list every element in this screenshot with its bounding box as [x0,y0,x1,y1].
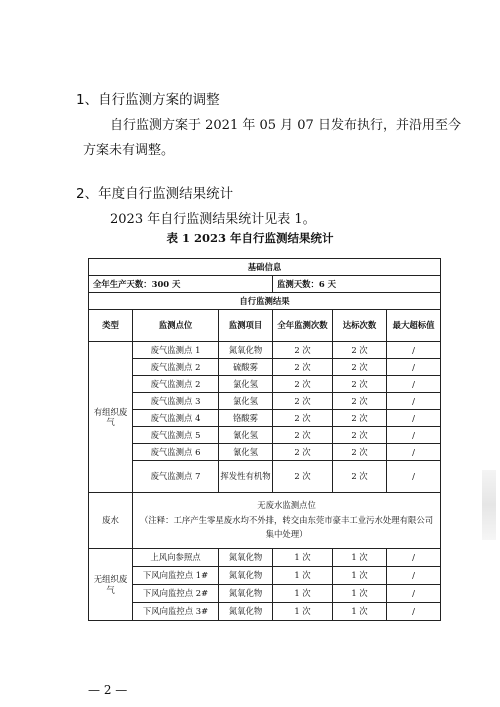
cell-point: 废气监测点 3 [133,393,219,410]
cell-times: 1 次 [273,567,333,585]
cell-pass: 2 次 [333,342,387,359]
type-unorganized: 无组织废气 [89,549,133,621]
cell-times: 1 次 [273,603,333,621]
cell-pass: 1 次 [333,567,387,585]
cell-times: 2 次 [273,342,333,359]
header-times: 全年监测次数 [273,310,333,342]
section-2-heading: 2、年度自行监测结果统计 [76,186,234,202]
section-1-paragraph-line-2: 方案未有调整。 [83,143,175,158]
cell-point: 废气监测点 6 [133,444,219,461]
cell-point: 废气监测点 7 [133,461,219,493]
cell-max: / [387,461,441,493]
page-number: — 2 — [88,683,128,697]
cell-pass: 1 次 [333,549,387,567]
header-pass: 达标次数 [333,310,387,342]
cell-point: 下风向监控点 2# [133,585,219,603]
cell-max: / [387,567,441,585]
cell-times: 2 次 [273,461,333,493]
cell-max: / [387,427,441,444]
cell-point: 废气监测点 2 [133,359,219,376]
cell-item: 氮氧化物 [219,585,273,603]
cell-max: / [387,410,441,427]
cell-pass: 2 次 [333,444,387,461]
cell-times: 2 次 [273,376,333,393]
wastewater-note-title: 无废水监测点位 [257,499,316,510]
wastewater-row [89,493,441,549]
cell-item: 氮氧化物 [219,603,273,621]
cell-times: 2 次 [273,427,333,444]
table-row [89,585,441,603]
cell-max: / [387,603,441,621]
table-row [89,427,441,444]
header-point: 监测点位 [133,310,219,342]
cell-item: 氰化氢 [219,444,273,461]
cell-item: 铬酸雾 [219,410,273,427]
cell-item: 挥发性有机物 [219,461,273,493]
table-row [89,603,441,621]
cell-times: 2 次 [273,410,333,427]
cell-pass: 2 次 [333,359,387,376]
cell-point: 废气监测点 2 [133,376,219,393]
type-wastewater: 废水 [89,493,133,549]
production-days: 全年生产天数：300 天 [89,276,273,293]
cell-item: 硫酸雾 [219,359,273,376]
cell-point: 上风向参照点 [133,549,219,567]
cell-max: / [387,359,441,376]
cell-point: 下风向监控点 1# [133,567,219,585]
section-2-paragraph: 2023 年自行监测结果统计见表 1。 [110,212,316,227]
cell-pass: 2 次 [333,376,387,393]
cell-pass: 2 次 [333,410,387,427]
cell-max: / [387,585,441,603]
table-row [89,444,441,461]
cell-max: / [387,549,441,567]
cell-pass: 1 次 [333,603,387,621]
table-row [89,410,441,427]
cell-times: 2 次 [273,393,333,410]
cell-max: / [387,342,441,359]
cell-times: 2 次 [273,359,333,376]
cell-item: 氮氧化物 [219,567,273,585]
monitoring-days: 监测天数：6 天 [273,276,441,293]
table-row [89,359,441,376]
cell-item: 氮氧化物 [219,342,273,359]
cell-item: 氯化氢 [219,393,273,410]
wastewater-note: （注释：工序产生零星废水均不外排，转交由东莞市豪丰工业污水处理有限公司集中处理） [139,515,434,539]
header-type: 类型 [89,310,133,342]
cell-point: 废气监测点 1 [133,342,219,359]
cell-pass: 1 次 [333,585,387,603]
cell-point: 下风向监控点 3# [133,603,219,621]
table-caption: 表 1 2023 年自行监测结果统计 [166,231,334,245]
results-title: 自行监测结果 [89,293,441,310]
cell-item: 氯化氢 [219,376,273,393]
cell-max: / [387,393,441,410]
cell-item: 氰化氢 [219,427,273,444]
cell-point: 废气监测点 4 [133,410,219,427]
table-row [89,461,441,493]
section-1-paragraph-line-1: 自行监测方案于 2021 年 05 月 07 日发布执行，并沿用至今 [110,118,461,133]
type-organized: 有组织废气 [89,342,133,493]
cell-point: 废气监测点 5 [133,427,219,444]
cell-pass: 2 次 [333,461,387,493]
cell-item: 氮氧化物 [219,549,273,567]
table-row [89,376,441,393]
cell-times: 1 次 [273,549,333,567]
table-row [89,393,441,410]
table-row [89,549,441,567]
table-row [89,567,441,585]
scan-edge-smudge [482,470,496,540]
basic-info-title: 基础信息 [89,259,441,276]
cell-pass: 2 次 [333,393,387,410]
cell-max: / [387,444,441,461]
cell-times: 2 次 [273,444,333,461]
cell-pass: 2 次 [333,427,387,444]
section-1-heading: 1、自行监测方案的调整 [76,92,220,108]
cell-times: 1 次 [273,585,333,603]
header-item: 监测项目 [219,310,273,342]
cell-max: / [387,376,441,393]
monitoring-results-table [88,258,441,621]
table-row [89,342,441,359]
header-max: 最大超标值 [387,310,441,342]
